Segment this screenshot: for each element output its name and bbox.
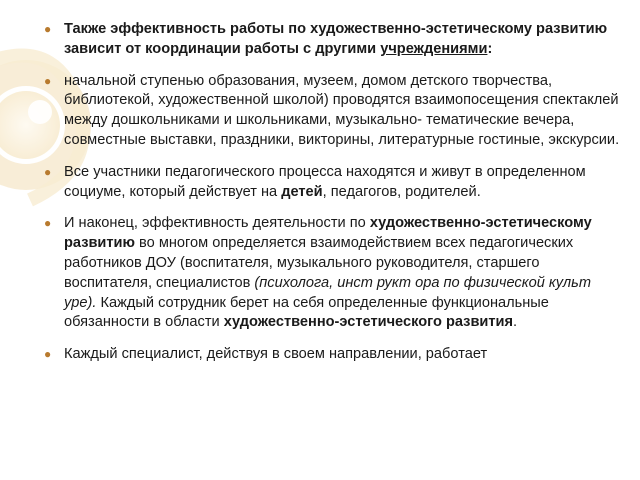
round-bullet-icon: ● [44, 73, 52, 88]
p4-italic: (психолога, инст рукт ора по физической культ уре). [64, 274, 591, 311]
p2-text: начальной ступенью образования, музеем, домом детского творчества, библиотекой, художественной школой) проводятся взаимопосещения спектаклей между дошкольниками и школьниками, музыкально- тематические вечера, совместные выставки, праздники, викторины, литературные гостиные, экскурсии. [64, 72, 620, 148]
paragraph-3 [44, 163, 624, 203]
paragraph-4 [44, 214, 624, 333]
p1-link[interactable]: учреждениями [380, 40, 488, 57]
round-bullet-icon: ● [44, 347, 52, 362]
round-bullet-icon: ● [44, 164, 52, 179]
round-bullet-icon: ● [44, 216, 52, 231]
p4-text-c: Каждый сотрудник берет на себя определенные функциональные обязанности в области [64, 294, 549, 331]
p4-text-a: И наконец, эффективность деятельности по [64, 215, 370, 232]
p1-bold-text [64, 21, 607, 57]
p1-text-b: : [487, 40, 493, 57]
p3-text-a: Все участники педагогического процесса находятся и живут в определенном социуме, который действует на [64, 163, 586, 200]
p5-text: Каждый специалист, действуя в своем направлении, работает [64, 346, 488, 363]
paragraph-2 [44, 72, 624, 151]
slide-body [44, 20, 624, 377]
p4-text-b: во многом определяется взаимодействием всех педагогических работников ДОУ (воспитателя, музыкального руководителя, старшего воспитателя, специалистов [64, 235, 574, 291]
paragraph-5 [44, 345, 624, 365]
p4-bold-a: художественно-эстетическому развитию [64, 215, 592, 252]
p4-bold-b: художественно-эстетического развития [223, 314, 514, 331]
paragraph-1 [44, 20, 624, 60]
p3-bold: детей [281, 183, 323, 200]
p1-text-a: Также эффективность работы по художественно-эстетическому развитию зависит от координации работы с другими [64, 21, 608, 57]
round-bullet-icon: ● [44, 22, 52, 36]
p3-text-b: , педагогов, родителей. [322, 183, 481, 200]
p4-text-d: . [513, 314, 518, 331]
